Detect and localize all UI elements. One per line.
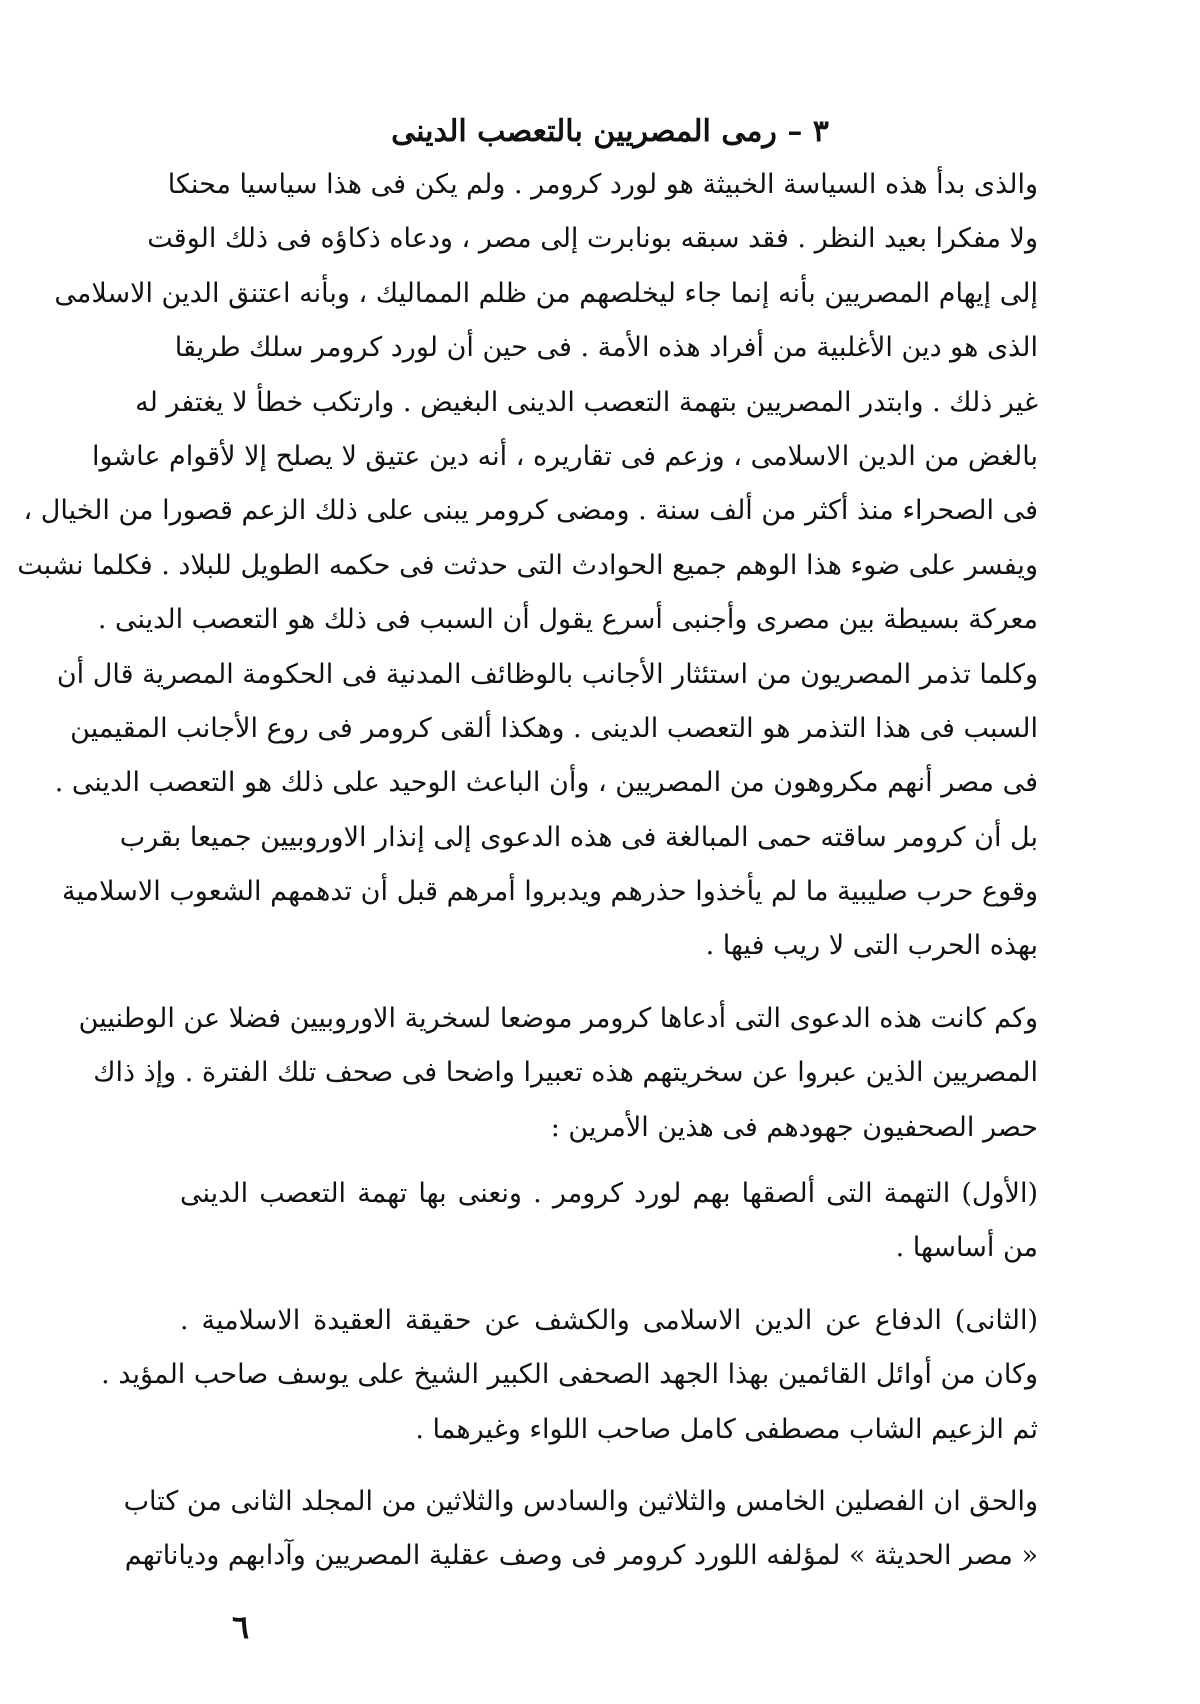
text-line: فى الصحراء منذ أكثر من ألف سنة . ومضى كرومر يبنى على ذلك الزعم قصورا من الخيال ، — [23, 495, 1038, 527]
paragraph-5 — [123, 1475, 1038, 1584]
text-line: معركة بسيطة بين مصرى وأجنبى أسرع يقول أن السبب فى ذلك هو التعصب الدينى . — [97, 604, 1038, 636]
text-line: فى مصر أنهم مكروهون من المصريين ، وأن الباعث الوحيد على ذلك هو التعصب الدينى . — [54, 767, 1038, 799]
text-line: إلى إيهام المصريين بأنه إنما جاء ليخلصهم من ظلم المماليك ، وبأنه اعتنق الدين الاسلامى — [54, 277, 1038, 309]
text-line: بالغض من الدين الاسلامى ، وزعم فى تقاريره ، أنه دين عتيق لا يصلح إلا لأقوام عاشوا — [92, 440, 1038, 472]
paragraph-3 — [180, 1167, 1038, 1276]
text-line: غير ذلك . وابتدر المصريين بتهمة التعصب الدينى البغيض . وارتكب خطأ لا يغتفر له — [135, 386, 1038, 418]
text-line: والحق ان الفصلين الخامس والثلاثين والسادس والثلاثين من المجلد الثانى من كتاب — [123, 1485, 1038, 1517]
page-number: ٦ — [232, 1608, 250, 1646]
text-line: ويفسر على ضوء هذا الوهم جميع الحوادث التى حدثت فى حكمه الطويل للبلاد . فكلما نشبت — [17, 549, 1038, 581]
paragraph-1 — [17, 158, 1038, 974]
text-line: (الأول) التهمة التى ألصقها بهم لورد كرومر . ونعنى بها تهمة التعصب الدينى — [180, 1178, 1038, 1210]
section-heading: ٣ – رمى المصريين بالتعصب الدينى — [391, 114, 829, 149]
text-line: والذى بدأ هذه السياسة الخبيثة هو لورد كرومر . ولم يكن فى هذا سياسيا محنكا — [167, 169, 1038, 200]
text-line: وكم كانت هذه الدعوى التى أدعاها كرومر موضعا لسخرية الاوروبيين فضلا عن الوطنيين — [78, 1002, 1038, 1034]
text-line: الذى هو دين الأغلبية من أفراد هذه الأمة . فى حين أن لورد كرومر سلك طريقا — [174, 332, 1038, 364]
text-line: « مصر الحديثة » لمؤلفه اللورد كرومر فى وصف عقلية المصريين وآدابهم ودياناتهم — [124, 1540, 1038, 1572]
text-line: من أساسها . — [895, 1232, 1038, 1264]
text-line: وكان من أوائل القائمين بهذا الجهد الصحفى الكبير الشيخ على يوسف صاحب المؤيد . — [101, 1359, 1038, 1391]
text-line: بهذه الحرب التى لا ريب فيها . — [705, 930, 1038, 962]
text-line: ثم الزعيم الشاب مصطفى كامل صاحب اللواء وغيرهما . — [415, 1413, 1038, 1445]
paragraph-2 — [78, 992, 1038, 1155]
body-text — [17, 158, 1038, 1584]
text-line: المصريين الذين عبروا عن سخريتهم هذه تعبيرا واضحا فى صحف تلك الفترة . وإذ ذاك — [93, 1057, 1038, 1089]
text-line: وقوع حرب صليبية ما لم يأخذوا حذرهم ويدبروا أمرهم قبل أن تدهمهم الشعوب الاسلامية — [62, 876, 1038, 908]
paragraph-4 — [101, 1294, 1038, 1457]
text-line: بل أن كرومر ساقته حمى المبالغة فى هذه الدعوى إلى إنذار الاوروبيين جميعا بقرب — [119, 821, 1038, 853]
text-line: (الثانى) الدفاع عن الدين الاسلامى والكشف عن حقيقة العقيدة الاسلامية . — [180, 1304, 1038, 1336]
text-line: وكلما تذمر المصريون من استئثار الأجانب بالوظائف المدنية فى الحكومة المصرية قال أن — [56, 658, 1038, 690]
text-line: ولا مفكرا بعيد النظر . فقد سبقه بونابرت إلى مصر ، ودعاه ذكاؤه فى ذلك الوقت — [147, 223, 1038, 255]
text-line: حصر الصحفيون جهودهم فى هذين الأمرين : — [550, 1111, 1038, 1143]
text-line: السبب فى هذا التذمر هو التعصب الدينى . وهكذا ألقى كرومر فى روع الأجانب المقيمين — [70, 712, 1038, 744]
